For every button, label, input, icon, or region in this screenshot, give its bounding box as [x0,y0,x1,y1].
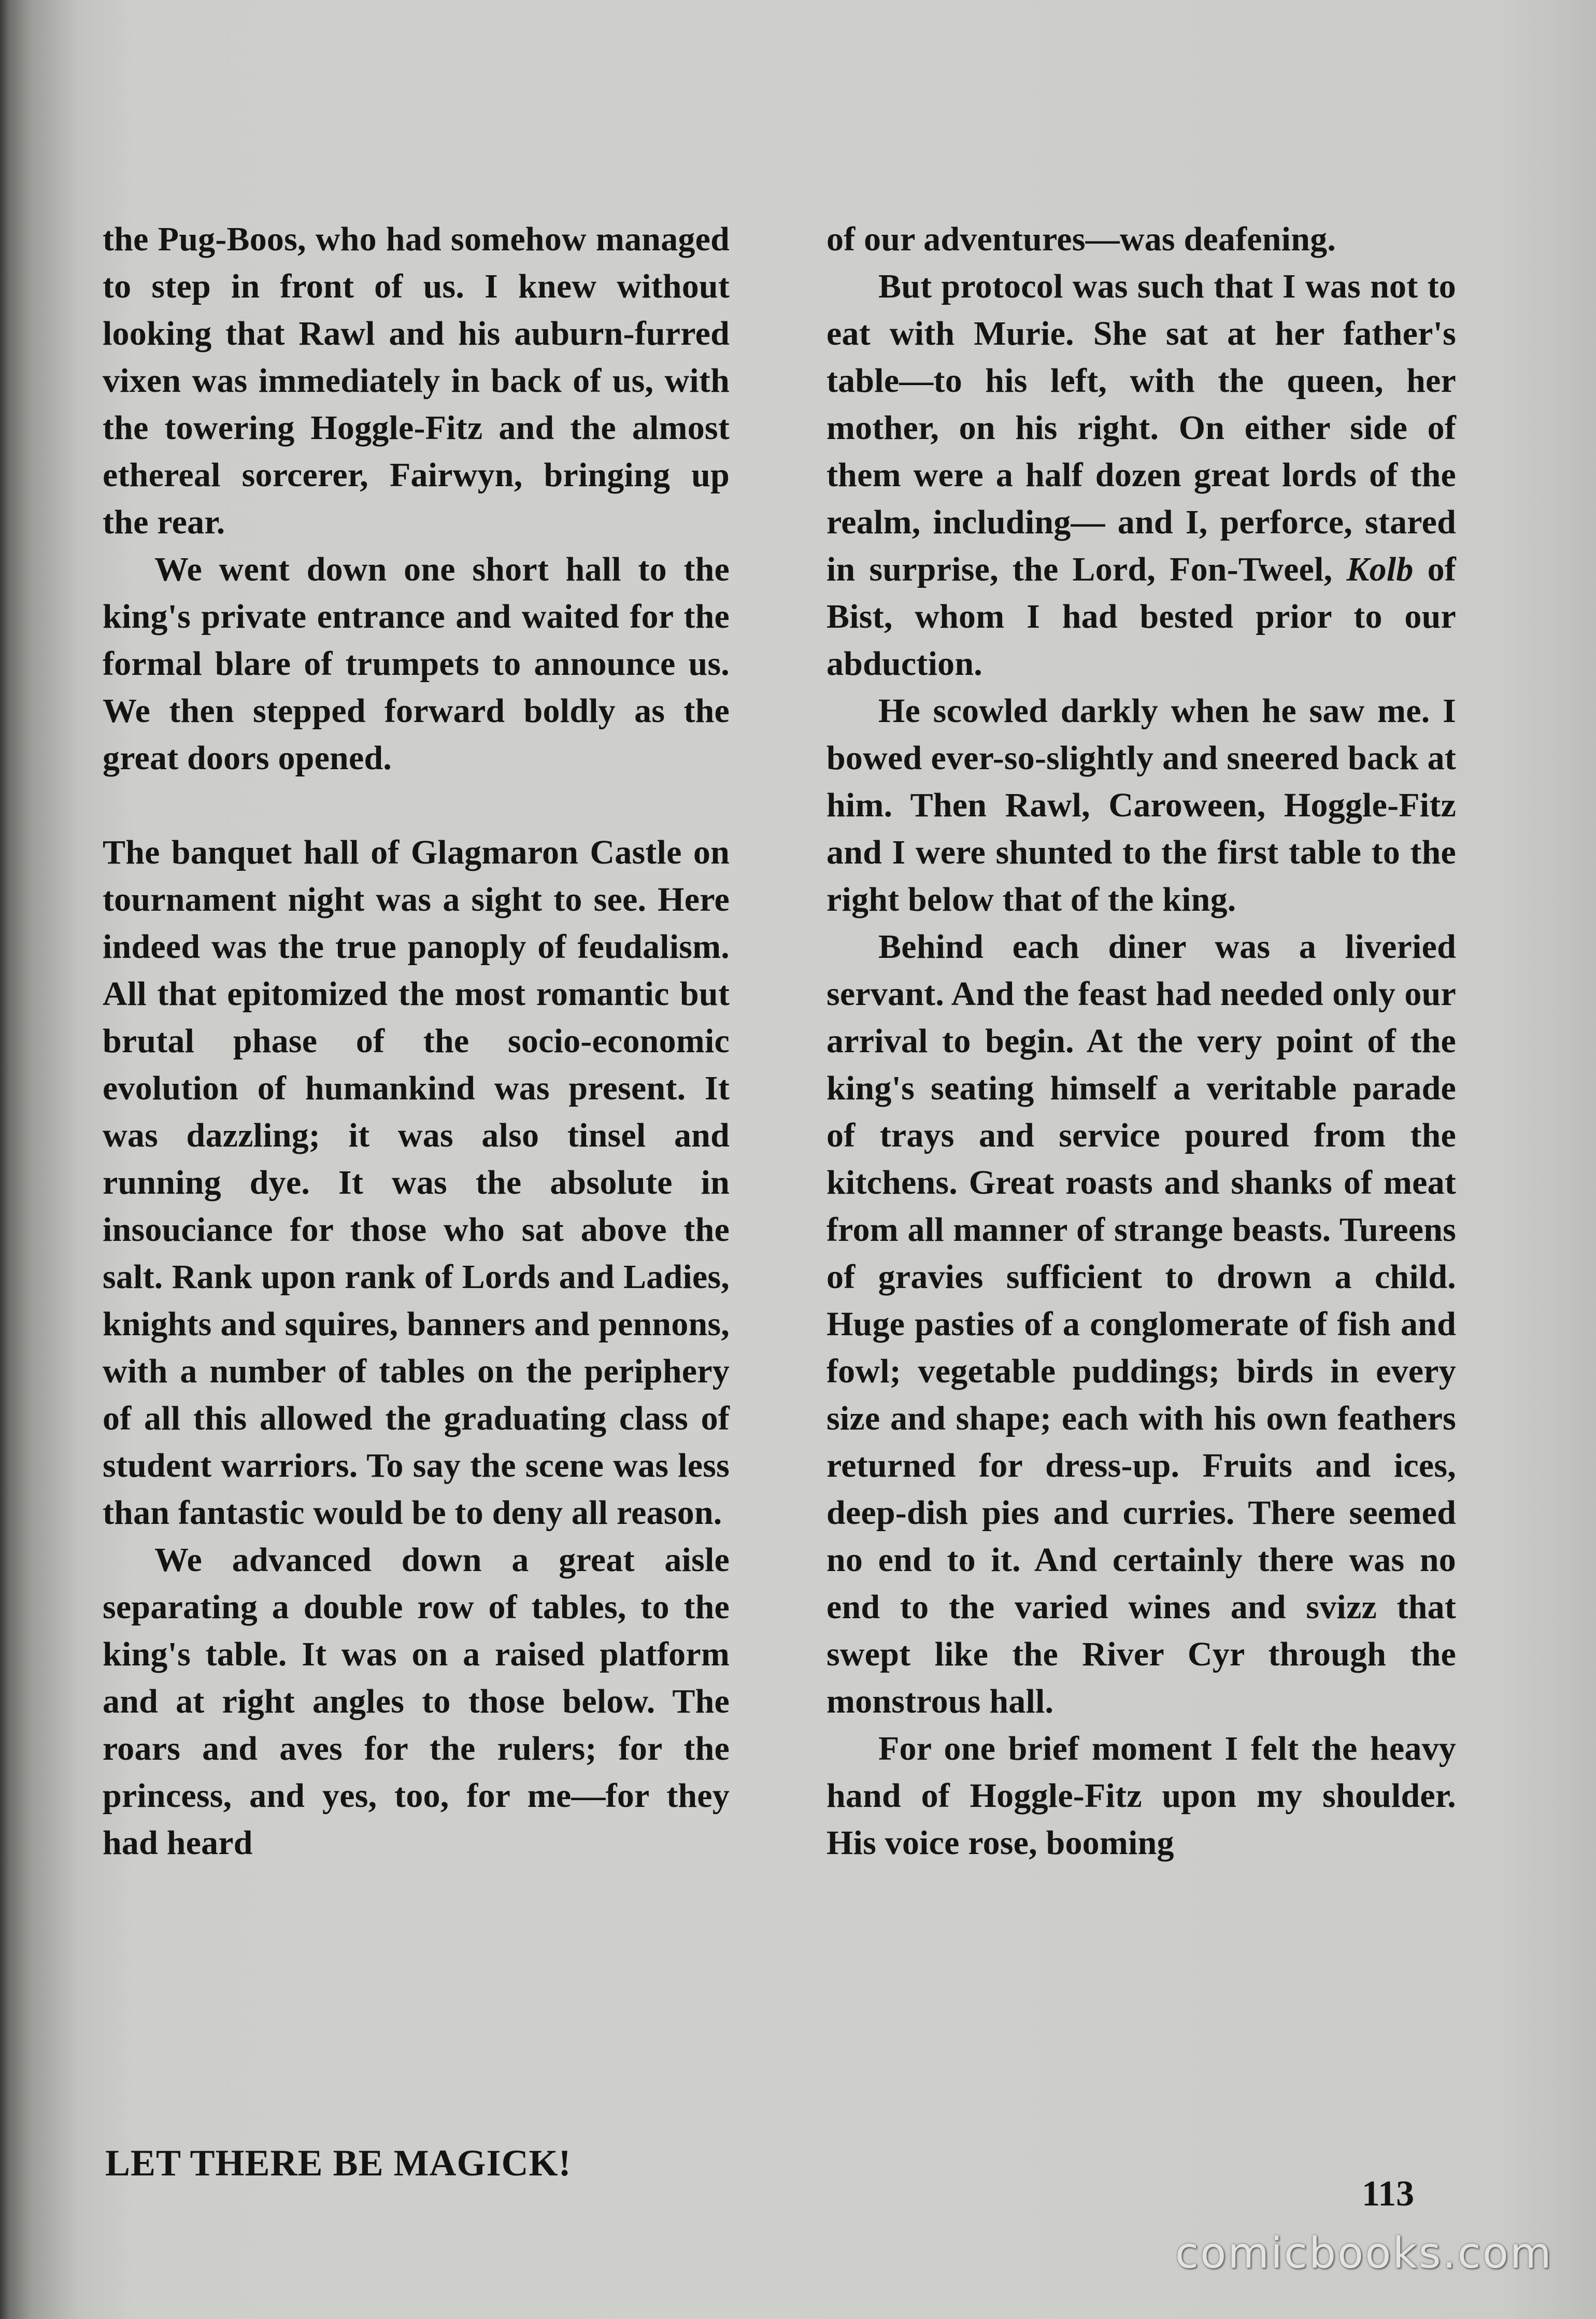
paragraph-text: But protocol was such that I was not to eat with Murie. She sat at her father's table—to his left, with the queen, her mother, on his right. On either side of them were a half dozen great lords of the realm, including— and I, perforce, stared in surprise, the Lord, Fon-Tweel, [826,267,1456,588]
paragraph: Behind each diner was a liveried servant. And the feast had needed only our arrival to begin. At the very point of the king's seating himself a veritable parade of trays and service poured from the kitchens. Great roasts and shanks of meat from all manner of strange beasts. Tureens of gravies sufficient to drown a child. Huge pasties of a conglomerate of fish and fowl; vegetable puddings; birds in every size and shape; each with his own feathers returned for dress-up. Fruits and ices, deep-dish pies and curries. There seemed no end to it. And certainly there was no end to the varied wines and svizz that swept like the River Cyr through the monstrous hall. [826,928,1456,1720]
paragraph: The banquet hall of Glagmaron Castle on tournament night was a sight to see. Here indeed was the true panoply of feudalism. All that epitomized the most romantic but brutal phase of the socio-economic evolution of humankind was present. It was dazzling; it was also tinsel and running dye. It was the absolute in insouciance for those who sat above the salt. Rank upon rank of Lords and Ladies, knights and squires, banners and pennons, with a number of tables on the periphery of all this allowed the graduating class of student warriors. To say the scene was less than fantastic would be to deny all reason. [103,833,730,1532]
paragraph: We went down one short hall to the king's private entrance and waited for the formal blare of trumpets to announce us. We then stepped forward boldly as the great doors opened. [103,550,730,777]
paragraph: the Pug-Boos, who had somehow managed to step in front of us. I knew without looking that Rawl and his auburn-furred vixen was immediately in back of us, with the towering Hoggle-Fitz and the almost ethereal sorcerer, Fairwyn, bringing up the rear. [103,220,730,541]
right-column [826,216,1456,1866]
watermark: comicbooks.com [1175,2229,1553,2278]
paragraph [826,263,1456,687]
paragraph: For one brief moment I felt the heavy hand of Hoggle-Fitz upon my shoulder. His voice rose, booming [826,1730,1456,1862]
paragraph: We advanced down a great aisle separating a double row of tables, to the king's table. It was on a raised platform and at right angles to those below. The roars and aves for the rulers; for the princess, and yes, too, for me—for they had heard [103,1541,730,1862]
running-title: LET THERE BE MAGICK! [105,2142,572,2184]
left-column [103,216,730,1866]
page-number: 113 [1362,2174,1415,2214]
paragraph-text: of Bist, whom I had bested prior to our abduction. [826,550,1456,683]
italic-name: Kolb [1346,550,1414,588]
paragraph: of our adventures—was deafening. [826,220,1336,258]
paragraph: He scowled darkly when he saw me. I bowed ever-so-slightly and sneered back at him. Then Rawl, Caroween, Hoggle-Fitz and I were shunted to the first table to the right below that of the king. [826,692,1456,918]
